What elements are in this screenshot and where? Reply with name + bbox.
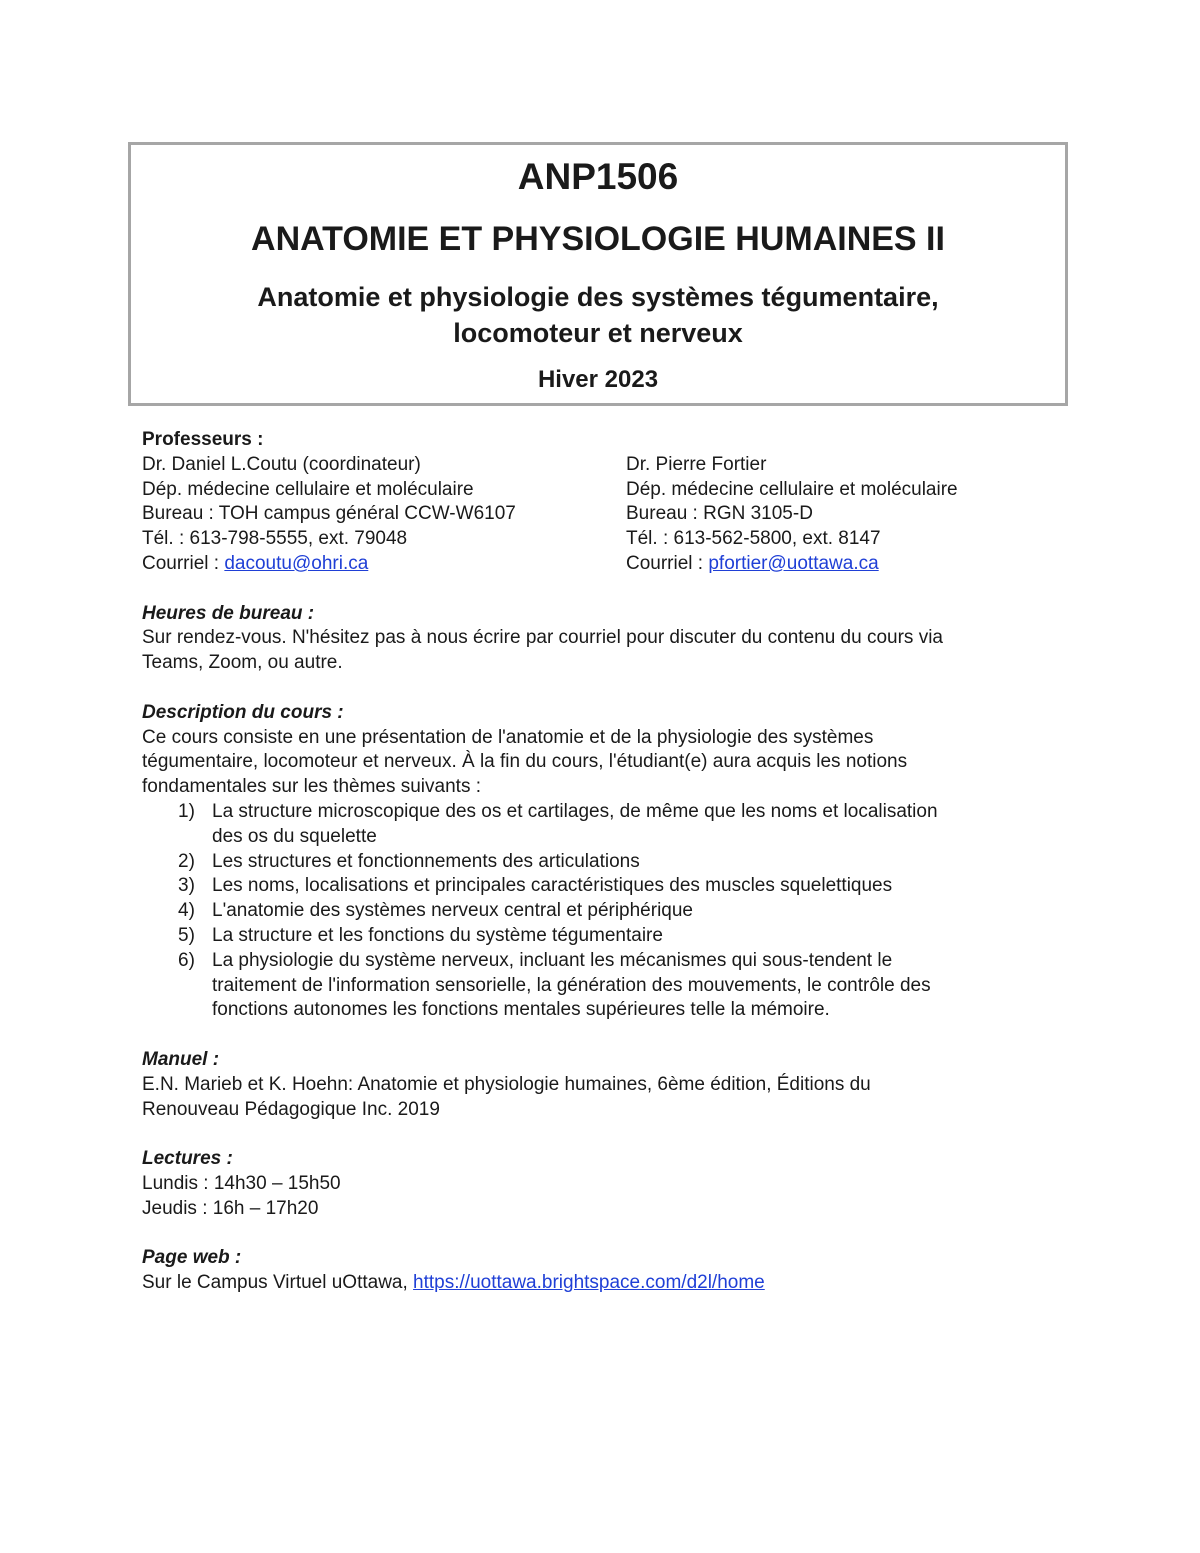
lectures-heading: Lectures : [142, 1148, 233, 1170]
themes-list [142, 800, 1072, 1023]
description-heading: Description du cours : [142, 701, 344, 723]
description-section [142, 701, 1072, 1023]
course-title: ANATOMIE ET PHYSIOLOGIE HUMAINES II [251, 220, 945, 258]
manual-line-1: E.N. Marieb et K. Hoehn: Anatomie et physiologie humaines, 6ème édition, Éditions du [142, 1073, 871, 1095]
theme-text: des os du squelette [212, 825, 377, 847]
webpage-link[interactable]: https://uottawa.brightspace.com/d2l/home [413, 1272, 765, 1294]
theme-item [142, 949, 1072, 1023]
description-line-3: fondamentales sur les thèmes suivants : [142, 776, 482, 798]
theme-item [142, 899, 1072, 924]
prof-right-name: Dr. Pierre Fortier [626, 453, 767, 475]
lectures-section [142, 1147, 1072, 1221]
manual-heading: Manuel : [142, 1048, 220, 1070]
theme-number: 5) [178, 924, 195, 946]
description-line-2: tégumentaire, locomoteur et nerveux. À la fin du cours, l'étudiant(e) aura acquis les notions [142, 751, 908, 773]
office-hours-section [142, 602, 1072, 676]
lectures-thursday: Jeudis : 16h – 17h20 [142, 1197, 319, 1219]
prof-right-dept: Dép. médecine cellulaire et moléculaire [626, 478, 958, 500]
theme-text: traitement de l'information sensorielle, la génération des mouvements, le contrôle des [212, 974, 931, 996]
term: Hiver 2023 [537, 366, 659, 393]
theme-item [142, 924, 1072, 949]
theme-text: La physiologie du système nerveux, incluant les mécanismes qui sous-tendent le [212, 949, 893, 971]
prof-right-phone: Tél. : 613-562-5800, ext. 8147 [626, 528, 881, 550]
theme-item [142, 874, 1072, 899]
syllabus-content [142, 428, 1072, 1296]
theme-number: 6) [178, 949, 195, 971]
prof-left-phone: Tél. : 613-798-5555, ext. 79048 [142, 528, 408, 550]
theme-text: Les noms, localisations et principales caractéristiques des muscles squelettiques [212, 875, 893, 897]
theme-number: 1) [178, 800, 195, 822]
webpage-section [142, 1246, 1072, 1296]
description-line-1: Ce cours consiste en une présentation de l'anatomie et de la physiologie des systèmes [142, 726, 874, 748]
theme-item [142, 800, 1072, 850]
theme-text: fonctions autonomes les fonctions mentales supérieures telle la mémoire. [212, 999, 830, 1021]
prof-left-email-row [142, 552, 626, 577]
course-subtitle-line-2: locomoteur et nerveux [453, 318, 743, 348]
webpage-row [142, 1271, 1072, 1296]
theme-number: 3) [178, 875, 195, 897]
prof-left-dept: Dép. médecine cellulaire et moléculaire [142, 478, 474, 500]
theme-text: L'anatomie des systèmes nerveux central et périphérique [212, 900, 694, 922]
office-hours-line-1: Sur rendez-vous. N'hésitez pas à nous écrire par courriel pour discuter du contenu du cours via [142, 627, 943, 649]
prof-right-email-label: Courriel : [626, 552, 709, 574]
prof-right-email-row [626, 552, 1066, 577]
professors-columns [142, 453, 1072, 577]
office-hours-heading: Heures de bureau : [142, 602, 315, 624]
course-code: ANP1506 [517, 156, 679, 197]
lectures-monday: Lundis : 14h30 – 15h50 [142, 1172, 341, 1194]
theme-number: 2) [178, 850, 195, 872]
professor-left [142, 453, 626, 577]
theme-item [142, 850, 1072, 875]
course-subtitle-line-1: Anatomie et physiologie des systèmes tégumentaire, [257, 282, 939, 312]
prof-left-email-label: Courriel : [142, 552, 225, 574]
office-hours-line-2: Teams, Zoom, ou autre. [142, 652, 343, 674]
prof-right-email-link[interactable]: pfortier@uottawa.ca [708, 552, 879, 574]
prof-left-email-link[interactable]: dacoutu@ohri.ca [224, 552, 369, 574]
manual-section [142, 1048, 1072, 1122]
manual-line-2: Renouveau Pédagogique Inc. 2019 [142, 1098, 440, 1120]
prof-right-office: Bureau : RGN 3105-D [626, 503, 813, 525]
theme-text: La structure microscopique des os et cartilages, de même que les noms et localisation [212, 800, 938, 822]
theme-text: La structure et les fonctions du système tégumentaire [212, 924, 663, 946]
professor-right [626, 453, 1066, 577]
title-box [128, 142, 1068, 406]
professors-section [142, 428, 1072, 577]
webpage-text: Sur le Campus Virtuel uOttawa, [142, 1272, 414, 1294]
webpage-heading: Page web : [142, 1247, 242, 1269]
theme-text: Les structures et fonctionnements des articulations [212, 850, 640, 872]
theme-number: 4) [178, 900, 195, 922]
professors-heading: Professeurs : [142, 429, 264, 450]
course-subtitle [131, 279, 1065, 351]
prof-left-name: Dr. Daniel L.Coutu (coordinateur) [142, 453, 421, 475]
prof-left-office: Bureau : TOH campus général CCW-W6107 [142, 503, 516, 525]
